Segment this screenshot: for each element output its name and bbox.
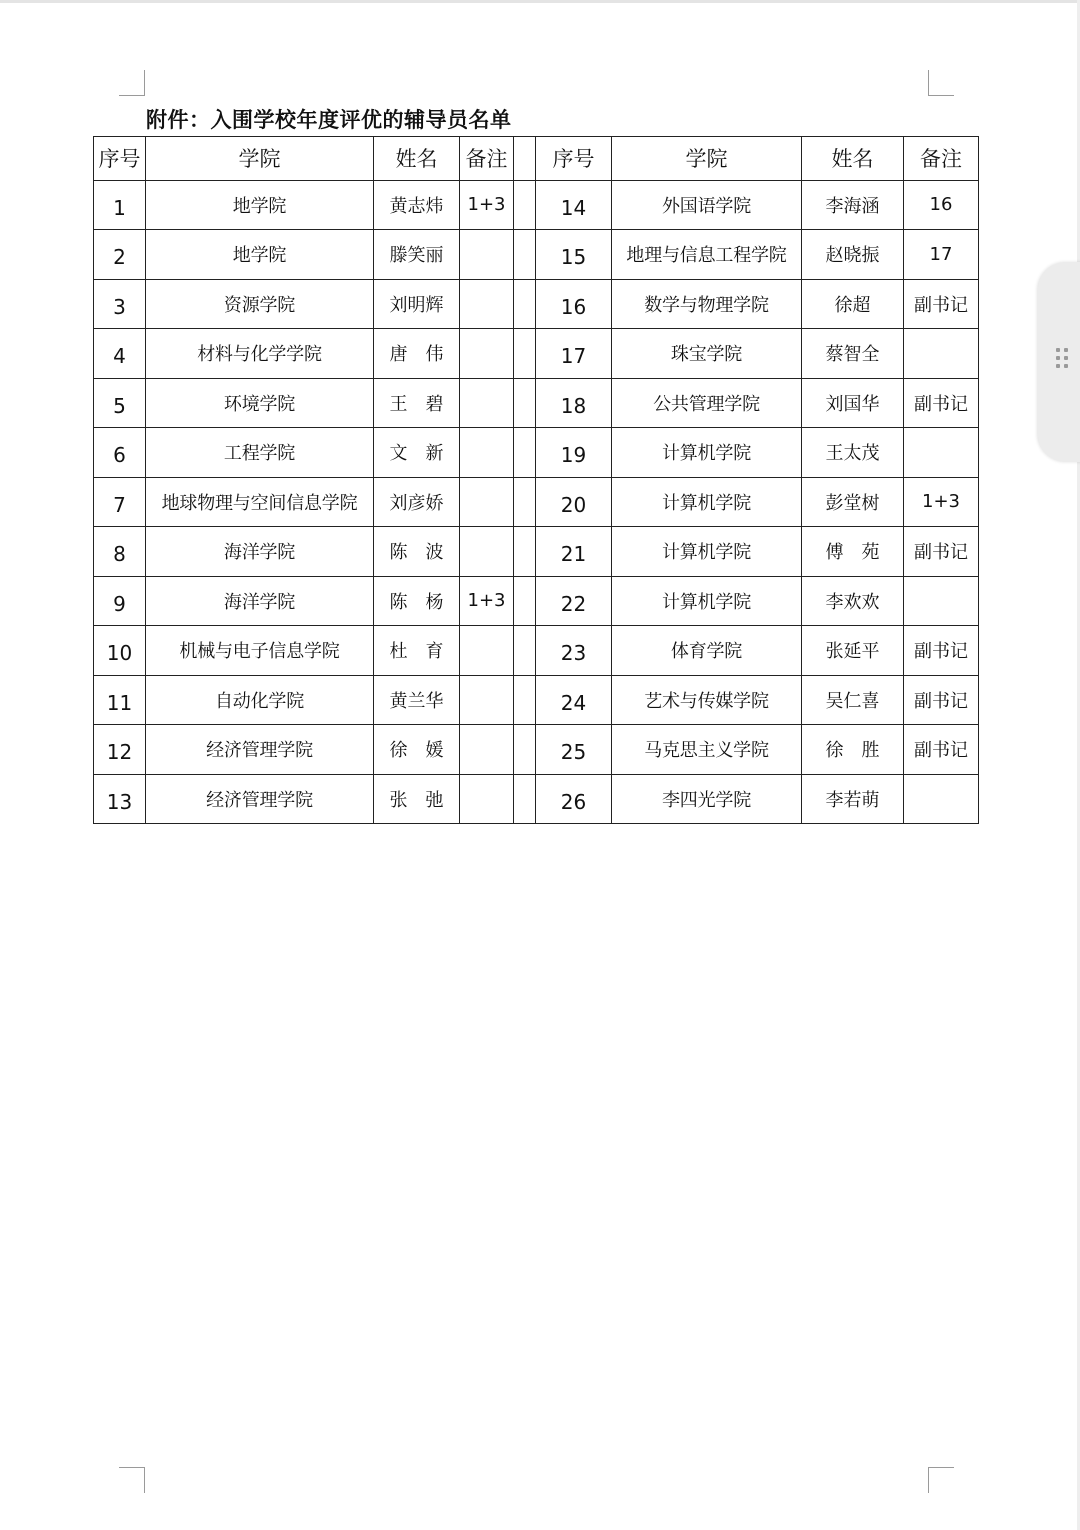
- table-row: [94, 626, 979, 676]
- table-row: [94, 279, 979, 329]
- row-college-left: 机械与电子信息学院: [146, 626, 374, 676]
- row-college-left: 海洋学院: [146, 576, 374, 626]
- row-seq-left: 5: [94, 378, 146, 428]
- column-separator: [514, 378, 536, 428]
- row-seq-left: 1: [94, 180, 146, 230]
- row-name-left: 黄兰华: [374, 675, 460, 725]
- row-note-left: 1+3: [460, 180, 514, 230]
- row-college-right: 计算机学院: [612, 477, 802, 527]
- crop-mark-bottom-right: [928, 1467, 954, 1493]
- header-name-right: 姓名: [802, 137, 904, 181]
- row-college-right: 公共管理学院: [612, 378, 802, 428]
- side-panel-handle[interactable]: [1038, 262, 1080, 462]
- row-name-right: 吴仁喜: [802, 675, 904, 725]
- row-college-left: 地学院: [146, 180, 374, 230]
- row-seq-right: 19: [536, 428, 612, 478]
- row-seq-right: 17: [536, 329, 612, 379]
- table-row: [94, 230, 979, 280]
- row-name-right: 李若萌: [802, 774, 904, 824]
- table-row: [94, 527, 979, 577]
- top-edge: [0, 0, 1080, 3]
- row-seq-right: 20: [536, 477, 612, 527]
- table-row: [94, 477, 979, 527]
- table-row: [94, 180, 979, 230]
- table-row: [94, 576, 979, 626]
- column-separator: [514, 725, 536, 775]
- table-row: [94, 675, 979, 725]
- row-name-right: 傅 苑: [802, 527, 904, 577]
- row-name-right: 张延平: [802, 626, 904, 676]
- row-college-right: 体育学院: [612, 626, 802, 676]
- row-seq-right: 14: [536, 180, 612, 230]
- column-separator: [514, 230, 536, 280]
- row-note-right: 副书记: [904, 527, 979, 577]
- row-note-left: [460, 329, 514, 379]
- row-seq-right: 16: [536, 279, 612, 329]
- row-seq-left: 12: [94, 725, 146, 775]
- row-note-left: [460, 527, 514, 577]
- row-note-left: [460, 279, 514, 329]
- row-note-right: [904, 576, 979, 626]
- row-name-right: 王太茂: [802, 428, 904, 478]
- row-name-left: 刘彦娇: [374, 477, 460, 527]
- header-college-left: 学院: [146, 137, 374, 181]
- row-note-right: 17: [904, 230, 979, 280]
- row-seq-left: 8: [94, 527, 146, 577]
- row-note-right: [904, 428, 979, 478]
- row-college-right: 数学与物理学院: [612, 279, 802, 329]
- table-body: [94, 180, 979, 824]
- row-name-left: 张 弛: [374, 774, 460, 824]
- row-seq-left: 13: [94, 774, 146, 824]
- column-separator: [514, 675, 536, 725]
- table-row: [94, 329, 979, 379]
- row-college-left: 自动化学院: [146, 675, 374, 725]
- column-separator: [514, 137, 536, 181]
- column-separator: [514, 527, 536, 577]
- row-seq-right: 15: [536, 230, 612, 280]
- document-title: 附件：入围学校年度评优的辅导员名单: [146, 108, 512, 132]
- column-separator: [514, 774, 536, 824]
- row-seq-right: 24: [536, 675, 612, 725]
- row-seq-left: 4: [94, 329, 146, 379]
- row-note-right: 副书记: [904, 378, 979, 428]
- header-seq-left: 序号: [94, 137, 146, 181]
- row-seq-left: 3: [94, 279, 146, 329]
- row-name-left: 陈 波: [374, 527, 460, 577]
- crop-mark-bottom-left: [119, 1467, 145, 1493]
- row-name-left: 滕笑丽: [374, 230, 460, 280]
- row-college-left: 地学院: [146, 230, 374, 280]
- table-row: [94, 428, 979, 478]
- row-name-left: 陈 杨: [374, 576, 460, 626]
- row-name-right: 徐超: [802, 279, 904, 329]
- row-college-right: 艺术与传媒学院: [612, 675, 802, 725]
- row-note-left: [460, 774, 514, 824]
- row-note-right: 1+3: [904, 477, 979, 527]
- row-college-left: 工程学院: [146, 428, 374, 478]
- column-separator: [514, 279, 536, 329]
- drag-handle-icon: [1056, 348, 1070, 372]
- table-row: [94, 378, 979, 428]
- column-separator: [514, 329, 536, 379]
- row-name-left: 刘明辉: [374, 279, 460, 329]
- row-seq-right: 26: [536, 774, 612, 824]
- header-college-right: 学院: [612, 137, 802, 181]
- row-note-left: [460, 477, 514, 527]
- row-college-left: 资源学院: [146, 279, 374, 329]
- row-note-right: 16: [904, 180, 979, 230]
- row-college-right: 地理与信息工程学院: [612, 230, 802, 280]
- row-name-left: 徐 媛: [374, 725, 460, 775]
- row-note-right: [904, 329, 979, 379]
- row-seq-left: 2: [94, 230, 146, 280]
- table-header-row: [94, 137, 979, 181]
- row-name-left: 杜 育: [374, 626, 460, 676]
- row-name-right: 徐 胜: [802, 725, 904, 775]
- row-college-right: 计算机学院: [612, 428, 802, 478]
- row-note-right: 副书记: [904, 725, 979, 775]
- row-name-left: 王 碧: [374, 378, 460, 428]
- row-college-left: 经济管理学院: [146, 774, 374, 824]
- row-college-right: 外国语学院: [612, 180, 802, 230]
- row-seq-right: 23: [536, 626, 612, 676]
- row-note-left: [460, 675, 514, 725]
- row-seq-left: 6: [94, 428, 146, 478]
- row-seq-left: 9: [94, 576, 146, 626]
- column-separator: [514, 477, 536, 527]
- row-name-right: 彭堂树: [802, 477, 904, 527]
- table-row: [94, 725, 979, 775]
- row-college-right: 计算机学院: [612, 576, 802, 626]
- row-college-right: 李四光学院: [612, 774, 802, 824]
- row-name-right: 刘国华: [802, 378, 904, 428]
- row-note-left: [460, 725, 514, 775]
- column-separator: [514, 626, 536, 676]
- row-note-left: [460, 626, 514, 676]
- table-row: [94, 774, 979, 824]
- row-note-right: 副书记: [904, 279, 979, 329]
- row-note-left: 1+3: [460, 576, 514, 626]
- column-separator: [514, 576, 536, 626]
- row-college-left: 海洋学院: [146, 527, 374, 577]
- row-note-left: [460, 230, 514, 280]
- row-note-right: 副书记: [904, 626, 979, 676]
- crop-mark-top-right: [928, 70, 954, 96]
- row-college-right: 计算机学院: [612, 527, 802, 577]
- row-name-left: 黄志炜: [374, 180, 460, 230]
- row-name-left: 文 新: [374, 428, 460, 478]
- row-seq-right: 18: [536, 378, 612, 428]
- row-seq-right: 25: [536, 725, 612, 775]
- row-college-left: 材料与化学学院: [146, 329, 374, 379]
- row-college-left: 地球物理与空间信息学院: [146, 477, 374, 527]
- row-college-right: 马克思主义学院: [612, 725, 802, 775]
- row-name-right: 李海涵: [802, 180, 904, 230]
- row-name-right: 蔡智全: [802, 329, 904, 379]
- row-seq-right: 22: [536, 576, 612, 626]
- counselor-table: [93, 136, 979, 824]
- row-name-right: 李欢欢: [802, 576, 904, 626]
- column-separator: [514, 180, 536, 230]
- header-seq-right: 序号: [536, 137, 612, 181]
- column-separator: [514, 428, 536, 478]
- row-seq-left: 7: [94, 477, 146, 527]
- header-note-left: 备注: [460, 137, 514, 181]
- header-note-right: 备注: [904, 137, 979, 181]
- row-note-right: [904, 774, 979, 824]
- row-note-left: [460, 378, 514, 428]
- header-name-left: 姓名: [374, 137, 460, 181]
- row-name-left: 唐 伟: [374, 329, 460, 379]
- row-note-right: 副书记: [904, 675, 979, 725]
- row-college-right: 珠宝学院: [612, 329, 802, 379]
- crop-mark-top-left: [119, 70, 145, 96]
- row-seq-left: 11: [94, 675, 146, 725]
- row-note-left: [460, 428, 514, 478]
- row-name-right: 赵晓振: [802, 230, 904, 280]
- row-seq-right: 21: [536, 527, 612, 577]
- row-college-left: 环境学院: [146, 378, 374, 428]
- row-seq-left: 10: [94, 626, 146, 676]
- row-college-left: 经济管理学院: [146, 725, 374, 775]
